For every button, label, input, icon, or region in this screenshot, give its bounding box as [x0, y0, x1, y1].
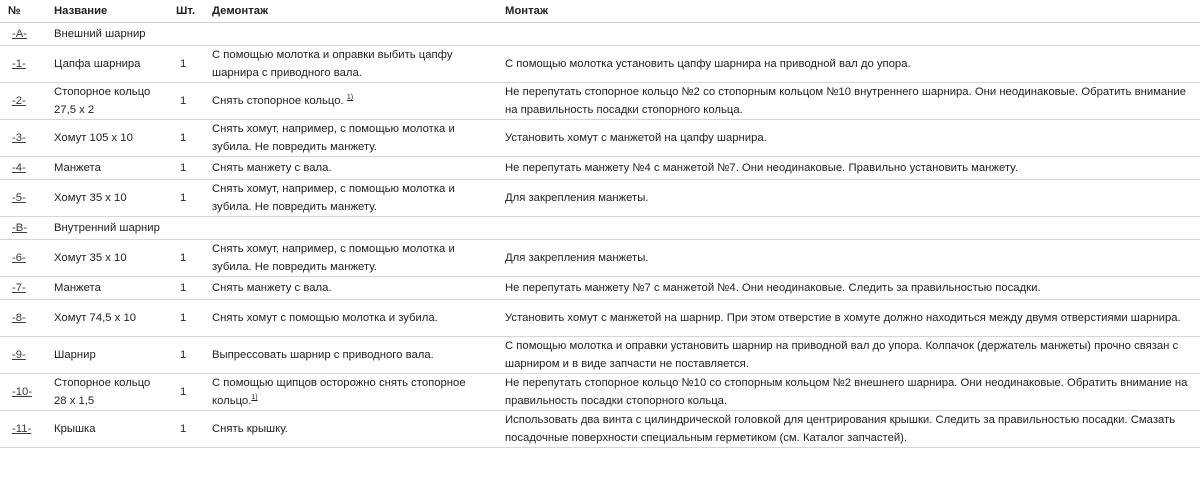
item-number-link[interactable]: -10- [12, 386, 33, 398]
part-qty: 1 [168, 277, 204, 300]
assembly-text: Установить хомут с манжетой на цапфу шарнира. [497, 120, 1200, 157]
disassembly-text: С помощью молотка и оправки выбить цапфу шарнира с приводного вала. [204, 46, 497, 83]
disassembly-cell [204, 374, 497, 411]
header-name: Название [46, 0, 168, 23]
part-name: Цапфа шарнира [46, 46, 168, 83]
part-qty: 1 [168, 157, 204, 180]
table-row [0, 180, 1200, 217]
assembly-text: Установить хомут с манжетой на шарнир. При этом отверстие в хомуте должно находиться между двумя отверстиями шарнира. [497, 300, 1200, 337]
table-row [0, 337, 1200, 374]
disassembly-text: Снять манжету с вала. [204, 277, 497, 300]
disassembly-text: Снять хомут с помощью молотка и зубила. [204, 300, 497, 337]
part-name: Крышка [46, 411, 168, 448]
disassembly-text: Снять хомут, например, с помощью молотка и зубила. Не повредить манжету. [204, 120, 497, 157]
header-qty: Шт. [168, 0, 204, 23]
part-qty: 1 [168, 337, 204, 374]
footnote-link[interactable]: 1) [251, 394, 258, 401]
disassembly-text: Снять хомут, например, с помощью молотка и зубила. Не повредить манжету. [204, 240, 497, 277]
item-number-link[interactable]: -9- [12, 349, 26, 361]
assembly-text: С помощью молотка установить цапфу шарнира на приводной вал до упора. [497, 46, 1200, 83]
part-name: Внешний шарнир [46, 23, 168, 46]
part-name: Хомут 74,5 x 10 [46, 300, 168, 337]
item-number-link[interactable]: -4- [12, 162, 26, 174]
item-number-link[interactable]: -11- [12, 423, 32, 435]
disassembly-text: Снять хомут, например, с помощью молотка и зубила. Не повредить манжету. [204, 180, 497, 217]
table-row [0, 83, 1200, 120]
assembly-text: Не перепутать манжету №7 с манжетой №4. Они неодинаковые. Следить за правильностью посадки. [497, 277, 1200, 300]
part-name: Стопорное кольцо 27,5 x 2 [46, 83, 168, 120]
disassembly-text: Снять крышку. [204, 411, 497, 448]
table-row [0, 120, 1200, 157]
assembly-text: Для закрепления манжеты. [497, 180, 1200, 217]
part-name: Внутренний шарнир [46, 217, 168, 240]
part-name: Хомут 105 x 10 [46, 120, 168, 157]
header-num: № [0, 0, 46, 23]
part-name: Хомут 35 x 10 [46, 180, 168, 217]
part-qty: 1 [168, 411, 204, 448]
item-number-link[interactable]: -2- [12, 95, 26, 107]
item-number-link[interactable]: -5- [12, 192, 26, 204]
part-name: Манжета [46, 277, 168, 300]
part-name: Стопорное кольцо 28 x 1,5 [46, 374, 168, 411]
assembly-text [497, 217, 1200, 240]
assembly-text: Для закрепления манжеты. [497, 240, 1200, 277]
part-qty: 1 [168, 83, 204, 120]
table-row [0, 374, 1200, 411]
item-number-link[interactable]: -A- [12, 28, 28, 40]
header-disassembly: Демонтаж [204, 0, 497, 23]
part-qty: 1 [168, 374, 204, 411]
footnote-link[interactable]: 1) [346, 94, 354, 101]
table-row [0, 277, 1200, 300]
item-number-link[interactable]: -8- [12, 312, 26, 324]
item-number-link[interactable]: -B- [12, 222, 28, 234]
item-number-link[interactable]: -6- [12, 252, 26, 264]
disassembly-text: Снять стопорное кольцо. [212, 95, 344, 107]
disassembly-text [204, 217, 497, 240]
table-row [0, 411, 1200, 448]
disassembly-text: Выпрессовать шарнир с приводного вала. [204, 337, 497, 374]
item-number-link[interactable]: -1- [12, 58, 26, 70]
part-name: Манжета [46, 157, 168, 180]
table-row [0, 46, 1200, 83]
item-number-link[interactable]: -7- [12, 282, 26, 294]
item-number-link[interactable]: -3- [12, 132, 26, 144]
table-row [0, 240, 1200, 277]
assembly-text: Не перепутать стопорное кольцо №10 со стопорным кольцом №2 внешнего шарнира. Они неодинаковые. Обратить внимание на правильность посадки стопорного кольца. [497, 374, 1200, 411]
part-qty: 1 [168, 180, 204, 217]
disassembly-text: С помощью щипцов осторожно снять стопорное кольцо. [212, 377, 466, 407]
assembly-text [497, 23, 1200, 46]
part-qty [168, 23, 204, 46]
table-header-row [0, 0, 1200, 23]
table-row [0, 300, 1200, 337]
disassembly-text [204, 23, 497, 46]
part-qty: 1 [168, 240, 204, 277]
part-name: Хомут 35 x 10 [46, 240, 168, 277]
assembly-text: Использовать два винта с цилиндрической головкой для центрирования крышки. Следить за правильностью посадки. Смазать посадочные поверхности специальным герметиком (см. Каталог запчастей). [497, 411, 1200, 448]
assembly-text: Не перепутать стопорное кольцо №2 со стопорным кольцом №10 внутреннего шарнира. Они неодинаковые. Обратить внимание на правильность посадки стопорного кольца. [497, 83, 1200, 120]
table-row [0, 23, 1200, 46]
part-name: Шарнир [46, 337, 168, 374]
header-assembly: Монтаж [497, 0, 1200, 23]
part-qty: 1 [168, 300, 204, 337]
disassembly-cell [204, 83, 497, 120]
assembly-text: Не перепутать манжету №4 с манжетой №7. Они неодинаковые. Правильно установить манжету. [497, 157, 1200, 180]
table-row [0, 157, 1200, 180]
part-qty: 1 [168, 46, 204, 83]
assembly-text: С помощью молотка и оправки установить шарнир на приводной вал до упора. Колпачок (держатель манжеты) прочно связан с шарниром и в виде запчасти не поставляется. [497, 337, 1200, 374]
table-row [0, 217, 1200, 240]
part-qty [168, 217, 204, 240]
disassembly-text: Снять манжету с вала. [204, 157, 497, 180]
part-qty: 1 [168, 120, 204, 157]
